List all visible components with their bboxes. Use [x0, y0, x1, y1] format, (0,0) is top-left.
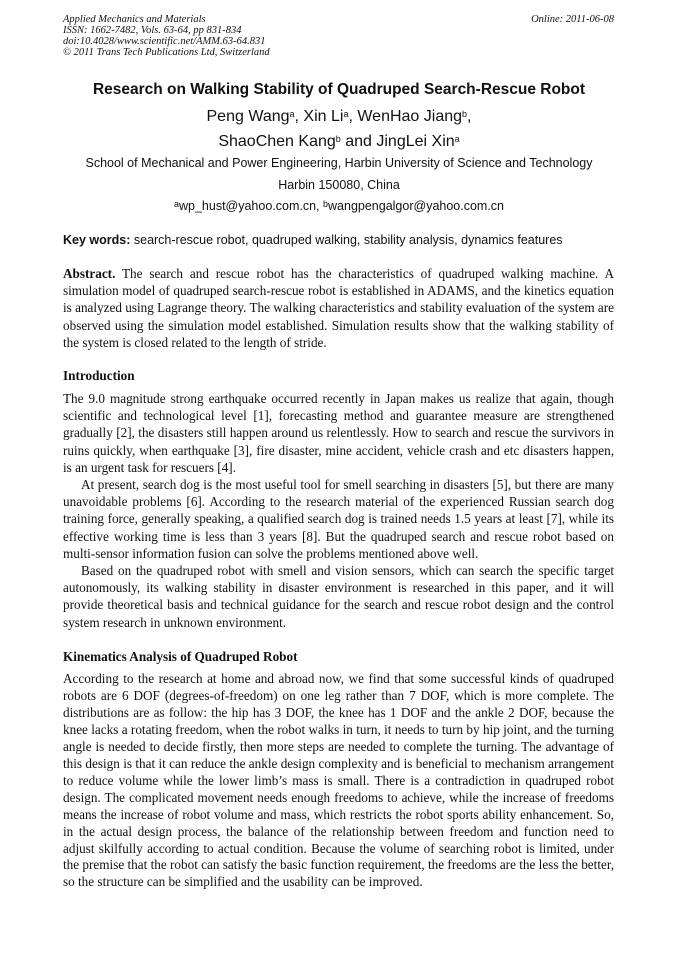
journal-header — [63, 14, 614, 58]
section-heading: Introduction — [63, 368, 135, 383]
affiliation — [40, 153, 638, 218]
abstract-text: The search and rescue robot has the characteristics of quadruped walking machine. A simulation model of quadruped search-rescue robot is established in ADAMS, and the kinetics equation is analyzed using Lagrange theory. The walking characteristics and stability evaluation of the system are observed using the simulation model established. Simulation results show that the walking stability of the system is closed related to the length of stride. — [63, 266, 614, 350]
separator: , — [294, 108, 304, 125]
paragraph: The 9.0 magnitude strong earthquake occurred recently in Japan makes us realize that again, though scientific and technological level [1], forecasting method and guarantee measure are strengthened gradually [2], the disasters still happen around us relentlessly. How to search and rescue the survivors in ruins quickly, when earthquake [3], fire disaster, mine accident, vehicle crash and etc disasters happen, is an urgent task for rescuers [4]. — [63, 391, 614, 475]
author: Xin Li — [303, 108, 344, 125]
affiliation-line: School of Mechanical and Power Engineering, Harbin University of Science and Technology — [85, 156, 593, 170]
email: wangpengalgor@yahoo.com.cn — [328, 199, 505, 213]
issn: ISSN: 1662-7482, Vols. 63-64, pp 831-834 — [63, 25, 242, 36]
keywords-label: Key words: — [63, 233, 131, 247]
doi: doi:10.4028/www.scientific.net/AMM.63-64.831 — [63, 36, 266, 47]
author: WenHao Jiang — [357, 108, 463, 125]
email: wp_hust@yahoo.com.cn, — [178, 199, 323, 213]
paper-title: Research on Walking Stability of Quadruped Search-Rescue Robot — [92, 81, 586, 98]
separator: , — [467, 108, 472, 125]
abstract-label: Abstract. — [63, 266, 116, 281]
emails — [40, 196, 638, 218]
email-mark: a — [173, 199, 179, 209]
author-affiliation-mark: a — [454, 134, 460, 144]
author-affiliation-mark: b — [335, 134, 341, 144]
affiliation-line: Harbin 150080, China — [278, 177, 400, 192]
author: JingLei Xin — [376, 133, 455, 150]
separator: and — [340, 133, 377, 150]
authors — [40, 104, 638, 154]
introduction-body — [63, 390, 614, 631]
copyright: © 2011 Trans Tech Publications Ltd, Switzerland — [63, 47, 270, 58]
journal-name: Applied Mechanics and Materials — [63, 14, 206, 25]
kinematics-body — [63, 671, 614, 891]
paragraph: Based on the quadruped robot with smell and vision sensors, which can search the specific target autonomously, its walking stability in disaster environment is researched in this paper, and it will provide theoretical basis and technical guidance for the search and rescue robot design and the control system research in unknown environment. — [63, 563, 614, 630]
author: Peng Wang — [206, 108, 290, 125]
abstract — [63, 265, 614, 351]
keywords-text: search-rescue robot, quadruped walking, stability analysis, dynamics features — [130, 233, 563, 247]
keywords — [63, 233, 563, 247]
author-affiliation-mark: b — [462, 109, 468, 119]
email-mark: b — [323, 199, 329, 209]
paragraph: At present, search dog is the most useful tool for smell searching in disasters [5], but there are many unavoidable problems [6]. According to the research material of the experienced Russian search dog training force, generally speaking, a qualified search dog is trained needs 1.5 years at least [7], while its effective working time is less than 3 years [8]. But the quadruped search and rescue robot based on multi-sensor information fusion can solve the problems mentioned above well. — [63, 477, 614, 561]
author-affiliation-mark: a — [343, 109, 349, 119]
section-heading: Kinematics Analysis of Quadruped Robot — [63, 649, 298, 664]
paragraph: According to the research at home and abroad now, we find that some successful kinds of quadruped robots are 6 DOF (degrees-of-freedom) on one leg rather than 7 DOF, which is more complete. The distributions are as follow: the hip has 3 DOF, the knee has 1 DOF and the ankle 2 DOF, because the knee lacks a rotating freedom, when the robot walks in turn, it needs to turn by hip joint, and the turning angle is needed to decide firstly, then more steps are needed to complete the turning. The advantage of this design is that it can reduce the ankle design complexity and is beneficial to mechanism arrangement to reduce volume while the lower limb’s mass is small. There is a contradiction in quadruped robot design. The complicated movement needs enough freedoms to achieve, while the increase of freedoms means the increase of robot volume and mass, which restricts the robot sports ability enhancement. So, in the actual design process, the balance of the relationship between freedom and function need to adjust skilfully according to actual condition. Because the volume of searching robot is limited, under the premise that the robot can satisfy the basic function requirement, the freedoms are the less the better, so the structure can be simplified and the usability can be improved. — [63, 671, 614, 890]
author-affiliation-mark: a — [289, 109, 295, 119]
separator: , — [348, 108, 358, 125]
online-date: Online: 2011-06-08 — [531, 14, 614, 25]
author: ShaoChen Kang — [218, 133, 336, 150]
